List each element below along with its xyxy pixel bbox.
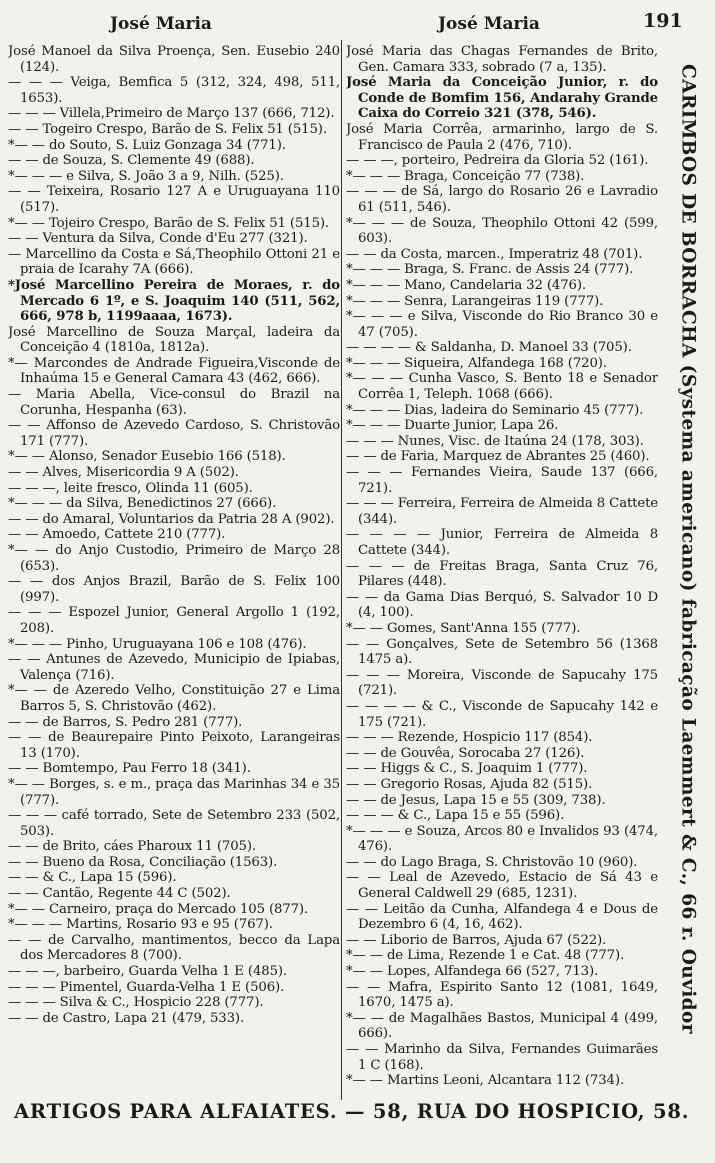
directory-entry: José Maria Corrêa, armarinho, largo de S. Francisco de Paula 2 (476, 710).	[346, 121, 658, 153]
directory-entry: — — de Souza, S. Clemente 49 (688).	[8, 153, 255, 169]
left-running-title: José Maria	[110, 14, 212, 34]
directory-entry: — — —, leite fresco, Olinda 11 (605).	[8, 480, 253, 496]
directory-entry: *— — — Braga, Conceição 77 (738).	[346, 168, 585, 184]
directory-entry: — — do Lago Braga, S. Christovão 10 (960).	[346, 854, 638, 870]
directory-entry: *— — — Martins, Rosario 93 e 95 (767).	[8, 917, 273, 933]
directory-entry: — — Ventura da Silva, Conde d'Eu 277 (321).	[8, 231, 308, 247]
directory-entry: — — de Jesus, Lapa 15 e 55 (309, 738).	[346, 792, 606, 808]
directory-entry: *— — Martins Leoni, Alcantara 112 (734).	[346, 1073, 624, 1089]
directory-entry: — — Togeiro Crespo, Barão de S. Felix 51 (515).	[8, 121, 327, 137]
directory-entry: — — Leitão da Cunha, Alfandega 4 e Dous de Dezembro 6 (4, 16, 462).	[346, 901, 658, 933]
directory-entry: *— — Alonso, Senador Eusebio 166 (518).	[8, 449, 286, 465]
directory-entry: *— — de Azeredo Velho, Constituição 27 e Lima Barros 5, S. Christovão (462).	[8, 683, 340, 714]
directory-entry: — — da Costa, marcen., Imperatriz 48 (701).	[346, 246, 643, 262]
directory-entry: — — — Rezende, Hospicio 117 (854).	[346, 730, 593, 746]
directory-entry: — — do Amaral, Voluntarios da Patria 28 A (902).	[8, 511, 335, 527]
directory-entry: — — Higgs & C., S. Joaquim 1 (777).	[346, 761, 588, 777]
directory-entry: *— — — Cunha Vasco, S. Bento 18 e Senador Corrêa 1, Teleph. 1068 (666).	[346, 371, 658, 403]
directory-entry: — — Cantão, Regente 44 C (502).	[8, 886, 231, 902]
directory-entry: — — — Veiga, Bemfica 5 (312, 324, 498, 511, 1653).	[8, 75, 340, 106]
directory-entry: José Marcellino de Souza Marçal, ladeira da Conceição 4 (1810a, 1812a).	[8, 324, 340, 356]
directory-entry: — — —, porteiro, Pedreira da Gloria 52 (161).	[346, 153, 649, 169]
directory-entry: — — Liborio de Barros, Ajuda 67 (522).	[346, 932, 607, 948]
directory-entry: — — de Carvalho, mantimentos, becco da Lapa dos Mercadores 8 (700).	[8, 932, 340, 964]
directory-entry: *— — — Mano, Candelaria 32 (476).	[346, 277, 586, 293]
directory-entry: *— — Tojeiro Crespo, Barão de S. Felix 51 (515).	[8, 215, 330, 231]
directory-entry: *— — — Siqueira, Alfandega 168 (720).	[346, 355, 607, 371]
page-number: 191	[643, 10, 683, 32]
directory-entry: — — — café torrado, Sete de Setembro 233 (502, 503).	[8, 808, 340, 839]
left-column	[8, 44, 340, 1094]
directory-entry: — — — Ferreira, Ferreira de Almeida 8 Cattete (344).	[346, 496, 658, 527]
directory-entry: — — Gregorio Rosas, Ajuda 82 (515).	[346, 776, 593, 792]
directory-entry: *— — — e Silva, S. João 3 a 9, Nilh. (525).	[8, 168, 284, 184]
page-header	[0, 4, 715, 36]
directory-entry: — — — Espozel Junior, General Argollo 1 (192, 208).	[8, 605, 340, 636]
directory-entry: *— — de Lima, Rezende 1 e Cat. 48 (777).	[346, 948, 625, 964]
directory-entry: — — Bueno da Rosa, Conciliação (1563).	[8, 854, 278, 870]
directory-entry: — — — Silva & C., Hospicio 228 (777).	[8, 995, 264, 1011]
directory-entry: *— — — de Souza, Theophilo Ottoni 42 (599, 603).	[346, 215, 658, 247]
directory-entry: *— — do Souto, S. Luiz Gonzaga 34 (771).	[8, 137, 286, 153]
directory-entry: — Marcellino da Costa e Sá,Theophilo Ottoni 21 e praia de Icarahy 7A (666).	[8, 246, 340, 278]
directory-entry: — — de Faria, Marquez de Abrantes 25 (460).	[346, 449, 650, 465]
directory-entry: — — dos Anjos Brazil, Barão de S. Felix 100 (997).	[8, 574, 340, 605]
directory-entry: — — — de Freitas Braga, Santa Cruz 76, Pilares (448).	[346, 558, 658, 590]
directory-entry: *— — — e Souza, Arcos 80 e Invalidos 93 (474, 476).	[346, 823, 658, 855]
directory-entry: *— Marcondes de Andrade Figueira,Visconde de Inhaúma 15 e General Camara 43 (462, 666).	[8, 355, 340, 387]
directory-entry: *— — — Pinho, Uruguayana 106 e 108 (476).	[8, 636, 307, 652]
directory-entry: *— — — Senra, Larangeiras 119 (777).	[346, 293, 604, 309]
directory-entry: — — Mafra, Espirito Santo 12 (1081, 1649, 1670, 1475 a).	[346, 979, 658, 1011]
directory-entry: *— — Borges, s. e m., praça das Marinhas 34 e 35 (777).	[8, 776, 340, 808]
directory-entry: *— — Lopes, Alfandega 66 (527, 713).	[346, 964, 599, 980]
directory-entry: *— — — da Silva, Benedictinos 27 (666).	[8, 496, 277, 512]
directory-entry: — — Affonso de Azevedo Cardoso, S. Christovão 171 (777).	[8, 418, 340, 449]
directory-entry: — — de Brito, cáes Pharoux 11 (705).	[8, 839, 256, 855]
directory-entry: — — Antunes de Azevedo, Municipio de Ipiabas, Valença (716).	[8, 652, 340, 683]
directory-entry: — — de Gouvêa, Sorocaba 27 (126).	[346, 745, 585, 761]
directory-entry: — — —, barbeiro, Guarda Velha 1 E (485).	[8, 964, 288, 980]
directory-entry: — — — Nunes, Visc. de Itaúna 24 (178, 303).	[346, 433, 644, 449]
directory-entry: — — — Pimentel, Guarda-Velha 1 E (506).	[8, 979, 285, 995]
directory-entry: — — de Barros, S. Pedro 281 (777).	[8, 714, 243, 730]
directory-entry: *— — — Dias, ladeira do Seminario 45 (777).	[346, 402, 644, 418]
directory-entry: *José Marcellino Pereira de Moraes, r. do Mercado 6 1º, e S. Joaquim 140 (511, 562, 666, 978 b, 1199aaaa, 1673).	[8, 277, 340, 325]
directory-entry: *— — Carneiro, praça do Mercado 105 (877).	[8, 901, 309, 917]
directory-entry: José Maria da Conceição Junior, r. do Conde de Bomfim 156, Andarahy Grande Caixa do Correio 321 (378, 546).	[346, 75, 658, 122]
directory-entry: *— — — Duarte Junior, Lapa 26.	[346, 418, 559, 434]
directory-entry: — — Teixeira, Rosario 127 A e Uruguayana 110 (517).	[8, 184, 340, 215]
footer-advertisement: ARTIGOS PARA ALFAIATES. — 58, RUA DO HOSPICIO, 58.	[14, 1100, 690, 1123]
column-divider	[341, 40, 342, 1100]
directory-entry: — — Gonçalves, Sete de Setembro 56 (1368 1475 a).	[346, 636, 658, 668]
directory-entry: José Maria das Chagas Fernandes de Brito, Gen. Camara 333, sobrado (7 a, 135).	[346, 44, 658, 75]
right-column	[346, 44, 658, 1094]
right-running-title: José Maria	[438, 14, 540, 34]
directory-entry: — — Leal de Azevedo, Estacio de Sá 43 e General Caldwell 29 (685, 1231).	[346, 870, 658, 902]
directory-entry: — — — — & Saldanha, D. Manoel 33 (705).	[346, 340, 632, 356]
directory-entry: — — — & C., Lapa 15 e 55 (596).	[346, 808, 565, 824]
directory-entry: — — Amoedo, Cattete 210 (777).	[8, 527, 226, 543]
directory-entry: *— — de Magalhães Bastos, Municipal 4 (499, 666).	[346, 1010, 658, 1042]
directory-entry: — — Marinho da Silva, Fernandes Guimarães 1 C (168).	[346, 1042, 658, 1073]
directory-entry: — — — Fernandes Vieira, Saude 137 (666, 721).	[346, 465, 658, 496]
directory-entry: *— — — e Silva, Visconde do Rio Branco 30 e 47 (705).	[346, 309, 658, 340]
directory-entry: — — Alves, Misericordia 9 A (502).	[8, 465, 239, 481]
side-advertisement-text: CARIMBOS DE BORRACHA (Systema americano) fabricação Laemmert & C., 66 r. Ouvidor	[677, 64, 699, 1034]
directory-entry: — Maria Abella, Vice-consul do Brazil na Corunha, Hespanha (63).	[8, 387, 340, 418]
side-advertisement	[668, 64, 708, 1074]
directory-entry: — — — Villela,Primeiro de Março 137 (666, 712).	[8, 106, 335, 122]
directory-entry: — — — Moreira, Visconde de Sapucahy 175 (721).	[346, 667, 658, 699]
directory-entry: *— — — Braga, S. Franc. de Assis 24 (777).	[346, 262, 634, 278]
directory-entry: — — & C., Lapa 15 (596).	[8, 870, 177, 886]
directory-entry: José Manoel da Silva Proença, Sen. Eusebio 240 (124).	[8, 44, 340, 75]
directory-entry: *— — Gomes, Sant'Anna 155 (777).	[346, 620, 581, 636]
directory-entry: — — da Gama Dias Berquó, S. Salvador 10 D (4, 100).	[346, 589, 658, 621]
directory-entry: — — de Castro, Lapa 21 (479, 533).	[8, 1010, 245, 1026]
directory-entry: *— — do Anjo Custodio, Primeiro de Março 28 (653).	[8, 543, 340, 574]
directory-entry: — — de Beaurepaire Pinto Peixoto, Larangeiras 13 (170).	[8, 730, 340, 761]
directory-entry: — — — — & C., Visconde de Sapucahy 142 e 175 (721).	[346, 698, 658, 730]
directory-entry: — — Bomtempo, Pau Ferro 18 (341).	[8, 761, 251, 777]
directory-entry: — — — de Sá, largo do Rosario 26 e Lavradio 61 (511, 546).	[346, 184, 658, 215]
directory-entry: — — — — Junior, Ferreira de Almeida 8 Cattete (344).	[346, 527, 658, 558]
